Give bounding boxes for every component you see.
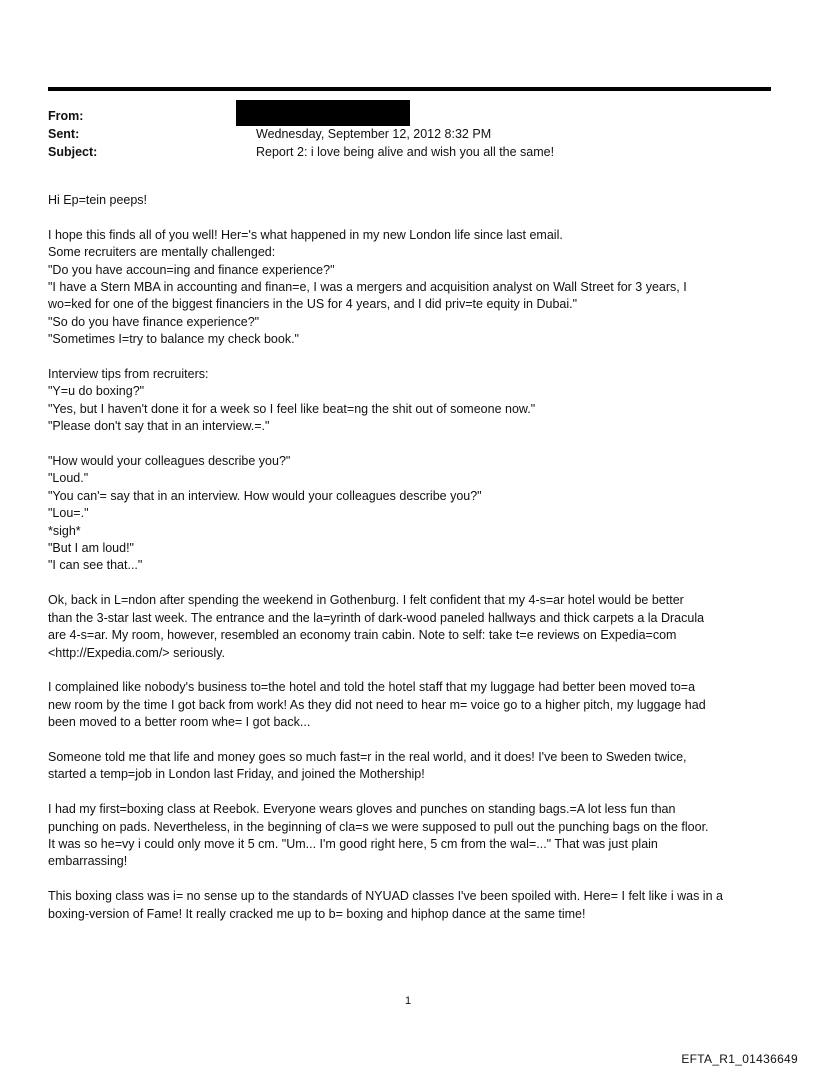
body-line: Hi Ep=tein peeps! (48, 193, 148, 207)
body-line: "So do you have finance experience?" (48, 314, 260, 329)
body-line: This boxing class was i= no sense up to the standards of NYUAD classes I've been spoiled with. Here= I felt like i was in a (48, 889, 723, 904)
page-number: 1 (404, 995, 412, 1007)
body-line: "Loud." (48, 471, 89, 486)
body-paragraph (48, 227, 778, 349)
body-paragraph (48, 453, 778, 575)
body-line: Someone told me that life and money goes so much fast=r in the real world, and it does! I've been to Sweden twice, (48, 749, 687, 764)
email-body (48, 192, 778, 940)
body-line: I complained like nobody's business to=the hotel and told the hotel staff that my luggage had better been moved to=a (48, 680, 696, 695)
body-line: Interview tips from recruiters: (48, 367, 209, 382)
body-line: Ok, back in L=ndon after spending the weekend in Gothenburg. I felt confident that my 4-s=ar hotel would be better (48, 593, 684, 608)
body-paragraph (48, 192, 778, 209)
body-line: I hope this finds all of you well! Her='s what happened in my new London life since last email. (48, 227, 563, 242)
body-line: I had my first=boxing class at Reebok. Everyone wears gloves and punches on standing bags.=A lot less fun than (48, 802, 676, 817)
body-line: "Do you have accoun=ing and finance experience?" (48, 262, 335, 277)
body-line: It was so he=vy i could only move it 5 cm. "Um... I'm good right here, 5 cm from the wal=..." That was just plain (48, 836, 658, 851)
body-line: "But I am loud!" (48, 541, 134, 556)
sent-value: Wednesday, September 12, 2012 8:32 PM (256, 127, 492, 141)
body-line: than the 3-star last week. The entrance and the la=yrinth of dark-wood paneled hallways and thick carpets a la Dracula (48, 610, 705, 625)
header-divider (48, 87, 771, 91)
body-line: "Sometimes I=try to balance my check book." (48, 332, 299, 347)
body-line: new room by the time I got back from work! As they did not need to hear m= voice go to a higher pitch, my luggage had (48, 697, 706, 712)
body-line: "I can see that..." (48, 558, 143, 573)
body-line: "Lou=." (48, 506, 89, 521)
body-paragraph (48, 366, 778, 436)
body-line: *sigh* (48, 523, 81, 538)
body-line: "I have a Stern MBA in accounting and finan=e, I was a mergers and acquisition analyst on Wall Street for 3 years, I (48, 280, 687, 295)
body-line: <http://Expedia.com/> seriously. (48, 645, 225, 660)
body-paragraph (48, 679, 778, 731)
from-label: From: (48, 109, 84, 123)
subject-label: Subject: (48, 145, 98, 159)
body-line: Some recruiters are mentally challenged: (48, 245, 276, 260)
body-paragraph (48, 749, 778, 784)
body-line: "Yes, but I haven't done it for a week so I feel like beat=ng the shit out of someone now." (48, 401, 536, 416)
body-paragraph (48, 592, 778, 662)
body-line: wo=ked for one of the biggest financiers in the US for 4 years, and I did priv=te equity in Dubai." (48, 297, 578, 312)
body-line: been moved to a better room whe= I got back... (48, 715, 311, 730)
subject-value: Report 2: i love being alive and wish you all the same! (256, 145, 555, 159)
body-line: "You can'= say that in an interview. How would your colleagues describe you?" (48, 488, 482, 503)
body-line: "How would your colleagues describe you?" (48, 454, 291, 469)
redaction-box (236, 100, 410, 126)
body-paragraph (48, 888, 778, 923)
sent-label: Sent: (48, 127, 80, 141)
body-paragraph (48, 801, 778, 871)
body-line: punching on pads. Nevertheless, in the beginning of cla=s we were supposed to pull out the punching bags on the floor. (48, 819, 709, 834)
body-line: boxing-version of Fame! It really cracked me up to b= boxing and hiphop dance at the same time! (48, 906, 586, 921)
body-line: "Please don't say that in an interview.=." (48, 419, 270, 434)
body-line: started a temp=job in London last Friday, and joined the Mothership! (48, 767, 425, 782)
bates-number: EFTA_R1_01436649 (681, 1052, 798, 1066)
body-line: embarrassing! (48, 854, 128, 869)
body-line: are 4-s=ar. My room, however, resembled an economy train cabin. Note to self: take t=e reviews on Expedia=com (48, 628, 677, 643)
body-line: "Y=u do boxing?" (48, 384, 145, 399)
